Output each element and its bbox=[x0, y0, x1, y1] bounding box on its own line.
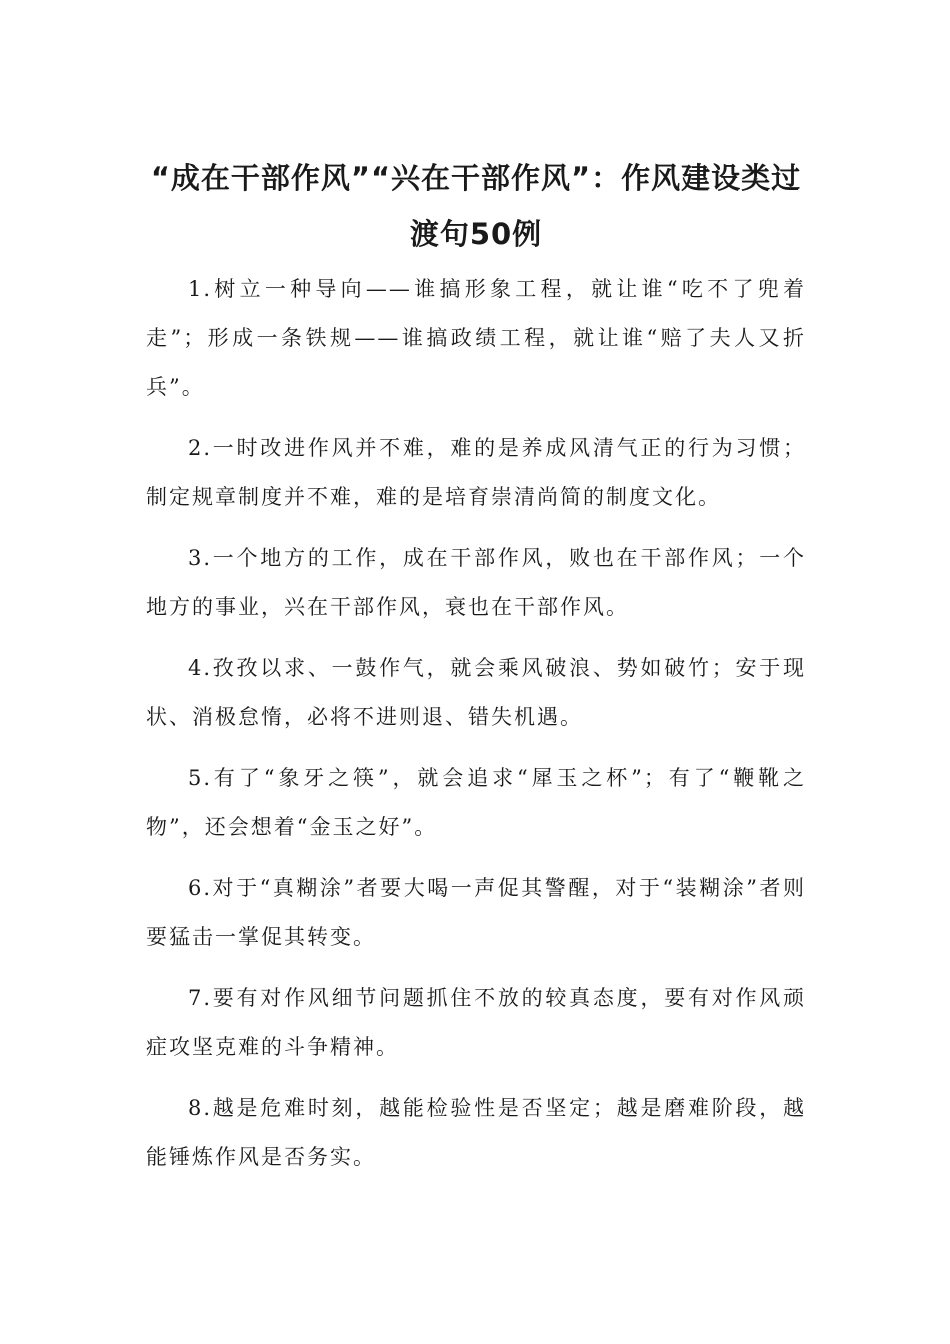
paragraph-1: 1.树立一种导向——谁搞形象工程，就让谁“吃不了兜着走”；形成一条铁规——谁搞政绩工程，就让谁“赔了夫人又折兵”。 bbox=[146, 277, 806, 399]
paragraph-6: 6.对于“真糊涂”者要大喝一声促其警醒，对于“装糊涂”者则要猛击一掌促其转变。 bbox=[146, 876, 806, 949]
paragraph-5: 5.有了“象牙之筷”，就会追求“犀玉之杯”；有了“鞭靴之物”，还会想着“金玉之好”。 bbox=[146, 766, 806, 839]
document-title: “成在干部作风”“兴在干部作风”：作风建设类过渡句50例 bbox=[150, 161, 802, 251]
paragraph-8: 8.越是危难时刻，越能检验性是否坚定；越是磨难阶段，越能锤炼作风是否务实。 bbox=[146, 1096, 806, 1169]
paragraph-3: 3.一个地方的工作，成在干部作风，败也在干部作风；一个地方的事业，兴在干部作风，衰也在干部作风。 bbox=[146, 546, 806, 619]
paragraph-4: 4.孜孜以求、一鼓作气，就会乘风破浪、势如破竹；安于现状、消极怠惰，必将不进则退、错失机遇。 bbox=[146, 656, 806, 729]
paragraph-2: 2.一时改进作风并不难，难的是养成风清气正的行为习惯；制定规章制度并不难，难的是培育崇清尚简的制度文化。 bbox=[146, 436, 806, 509]
paragraph-7: 7.要有对作风细节问题抓住不放的较真态度，要有对作风顽症攻坚克难的斗争精神。 bbox=[146, 986, 806, 1059]
document-body bbox=[146, 265, 806, 1194]
